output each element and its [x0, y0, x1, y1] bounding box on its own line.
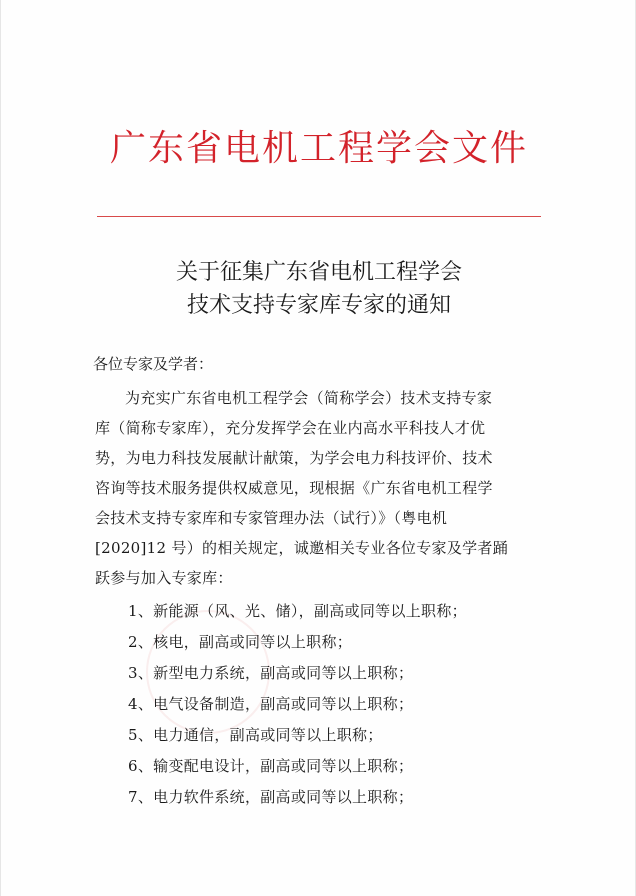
header-divider: [97, 216, 541, 217]
salutation: 各位专家及学者：: [93, 355, 214, 373]
notice-title: [1, 256, 636, 322]
paragraph-line: 会技术支持专家库和专家管理办法（试行）》（粤电机: [95, 509, 448, 527]
list-item: 4、电气设备制造，副高或同等以上职称；: [128, 695, 414, 713]
paragraph-line: [2020]12 号）的相关规定，诚邀相关专业各位专家及学者踊: [95, 539, 509, 557]
notice-title-line-2: 技术支持专家库专家的通知: [186, 293, 451, 318]
specialty-list: [128, 596, 558, 813]
body-paragraph: [95, 383, 567, 593]
paragraph-line: 咨询等技术服务提供权威意见，现根据《广东省电机工程学: [95, 479, 493, 497]
paragraph-line: 库（简称专家库），充分发挥学会在业内高水平科技人才优: [95, 419, 486, 437]
list-item: 5、电力通信，副高或同等以上职称；: [128, 726, 383, 744]
list-item: 3、新型电力系统，副高或同等以上职称；: [128, 664, 414, 682]
list-item: 6、输变配电设计，副高或同等以上职称；: [128, 757, 414, 775]
notice-title-line-1: 关于征集广东省电机工程学会: [175, 260, 462, 285]
paragraph-line: 为充实广东省电机工程学会（简称学会）技术支持专家: [125, 389, 493, 407]
list-item: 7、电力软件系统，副高或同等以上职称；: [128, 788, 414, 806]
paragraph-line: 势，为电力科技发展献计献策，为学会电力科技评价、技术: [95, 449, 493, 467]
org-document-header: 广东省电机工程学会文件: [109, 128, 528, 169]
paragraph-line: 跃参与加入专家库：: [95, 569, 233, 587]
list-item: 1、新能源（风、光、储），副高或同等以上职称；: [128, 602, 467, 620]
list-item: 2、核电，副高或同等以上职称；: [128, 633, 353, 651]
